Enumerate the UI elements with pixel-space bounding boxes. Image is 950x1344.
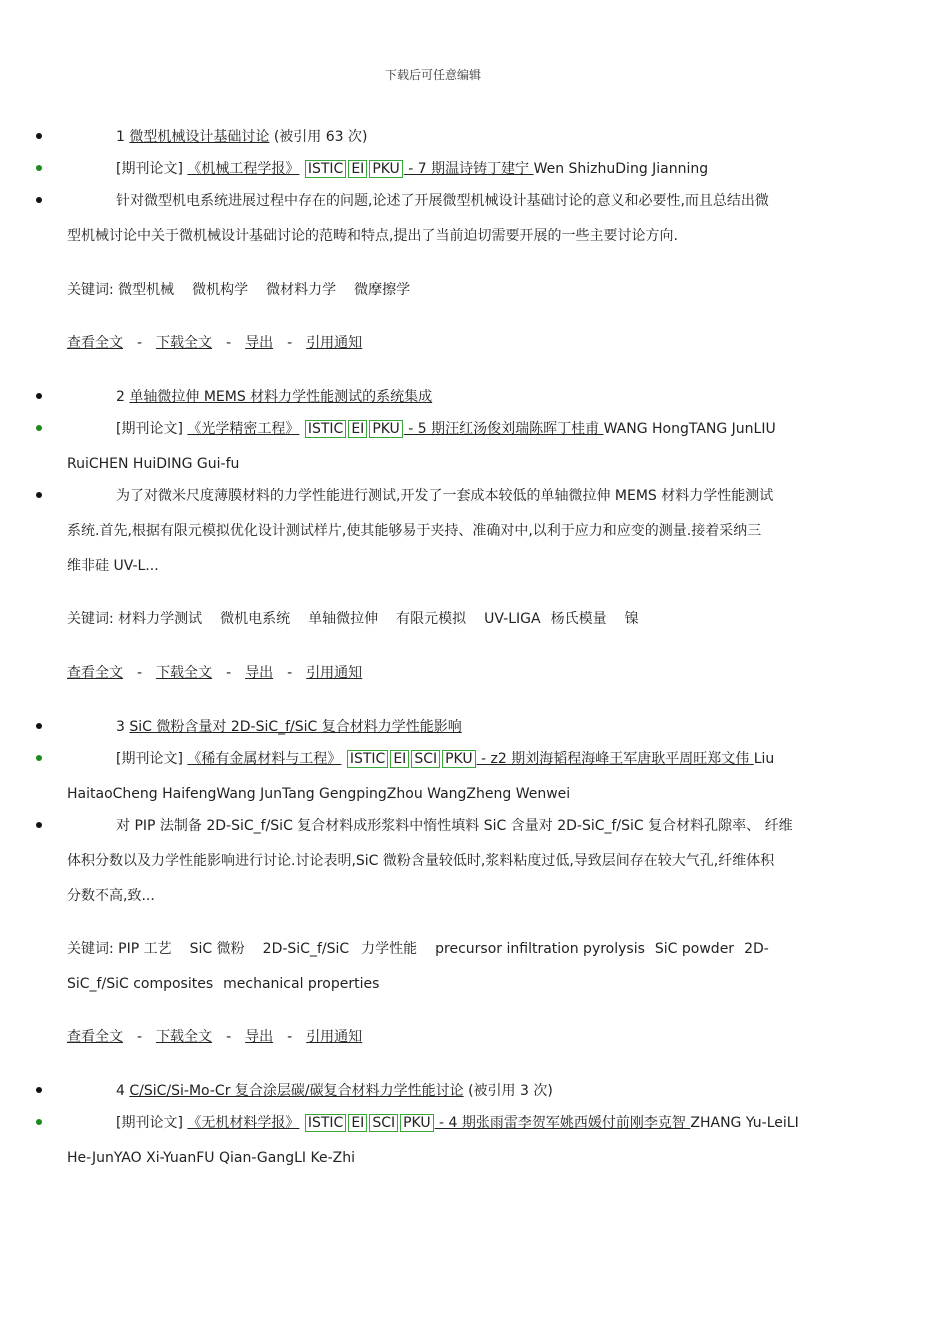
index-badge[interactable]: PKU (400, 1114, 434, 1132)
citation-alert-link[interactable]: 引用通知 (306, 1029, 363, 1045)
bullet (36, 755, 42, 761)
keyword: 关键词: 材料力学测试 (67, 611, 203, 627)
keywords-line (67, 939, 787, 959)
keywords-line (67, 280, 428, 300)
separator: - (137, 335, 143, 351)
export-link[interactable]: 导出 (245, 335, 274, 351)
authors-en: WANG HongTANG JunLIU (603, 421, 776, 437)
issue-authors-link[interactable]: - 5 期汪红汤俊刘瑞陈晖丁桂甫 (403, 421, 604, 437)
abstract-line: 型机械讨论中关于微机械设计基础讨论的范畴和特点,提出了当前迫切需要开展的一些主要讨论方向. (67, 228, 678, 244)
index-badge[interactable]: ISTIC (305, 1114, 346, 1132)
keyword[interactable]: 有限元模拟 (396, 611, 467, 627)
index-badge[interactable]: SCI (369, 1114, 398, 1132)
entry-title-link[interactable]: 单轴微拉伸 MEMS 材料力学性能测试的系统集成 (129, 389, 433, 405)
abstract-line: 系统.首先,根据有限元模拟优化设计测试样片,使其能够易于夹持、准确对中,以利于应力和应变的测量.接着采纳三 (67, 523, 762, 539)
citation-alert-link[interactable]: 引用通知 (306, 335, 363, 351)
authors-en-continued: HaitaoCheng HaifengWang JunTang GengpingZhou WangZheng Wenwei (67, 786, 571, 802)
keyword[interactable]: 杨氏模量 (550, 611, 607, 627)
abstract-line: 对 PIP 法制备 2D-SiC_f/SiC 复合材料成形浆料中惰性填料 SiC 含量对 2D-SiC_f/SiC 复合材料孔隙率、 纤维 (116, 818, 793, 834)
keyword[interactable]: 微摩擦学 (354, 282, 411, 298)
entry-title-link[interactable]: C/SiC/Si-Mo-Cr 复合涂层碳/碳复合材料力学性能讨论 (129, 1083, 464, 1099)
action-links (67, 663, 362, 683)
keyword[interactable]: 2D-SiC_f/SiC (262, 941, 350, 957)
download-fulltext-link[interactable]: 下载全文 (156, 1029, 213, 1045)
bullet (36, 133, 42, 139)
separator: - (287, 665, 293, 681)
view-fulltext-link[interactable]: 查看全文 (67, 335, 123, 351)
keyword: 关键词: 微型机械 (67, 282, 175, 298)
keyword[interactable]: 微机构学 (192, 282, 249, 298)
download-fulltext-link[interactable]: 下载全文 (156, 335, 213, 351)
citation-count: (被引用 63 次) (273, 129, 368, 145)
bullet (36, 1087, 42, 1093)
citation-alert-link[interactable]: 引用通知 (306, 665, 363, 681)
separator: - (226, 665, 232, 681)
keyword[interactable]: 力学性能 (361, 941, 418, 957)
abstract-line: 维非硅 UV-L... (67, 558, 159, 574)
keyword[interactable]: SiC powder (654, 941, 735, 957)
separator: - (137, 665, 143, 681)
keyword[interactable]: SiC_f/SiC composites (67, 976, 214, 992)
separator: - (137, 1029, 143, 1045)
journal-link[interactable]: 《稀有金属材料与工程》 (187, 751, 342, 767)
abstract-line: 为了对微米尺度薄膜材料的力学性能进行测试,开发了一套成本较低的单轴微拉伸 MEMS 材料力学性能测试 (116, 488, 774, 504)
bullet (36, 197, 42, 203)
index-badge[interactable]: EI (390, 750, 409, 768)
paper-type: [期刊论文] (116, 161, 183, 177)
authors-en: ZHANG Yu-LeiLI (690, 1115, 799, 1131)
bullet (36, 1119, 42, 1125)
keywords-line (67, 609, 657, 629)
citation-count: (被引用 3 次) (468, 1083, 553, 1099)
view-fulltext-link[interactable]: 查看全文 (67, 1029, 123, 1045)
issue-authors-link[interactable]: - 7 期温诗铸丁建宁 (403, 161, 534, 177)
export-link[interactable]: 导出 (245, 1029, 274, 1045)
index-badge[interactable]: ISTIC (305, 420, 346, 438)
bullet (36, 723, 42, 729)
authors-en: Wen ShizhuDing Jianning (533, 161, 709, 177)
keywords-line-continued (67, 974, 397, 994)
index-badge[interactable]: ISTIC (347, 750, 388, 768)
keyword[interactable]: precursor infiltration pyrolysis (435, 941, 645, 957)
entry-number: 3 (116, 719, 125, 735)
entry-title-line (116, 127, 367, 147)
authors-en-continued: RuiCHEN HuiDING Gui-fu (67, 456, 240, 472)
entry-meta-line (116, 159, 708, 179)
issue-authors-link[interactable]: - z2 期刘海韬程海峰王军唐耿平周旺郑文伟 (476, 751, 754, 767)
index-badge[interactable]: EI (348, 1114, 367, 1132)
entry-title-link[interactable]: SiC 微粉含量对 2D-SiC_f/SiC 复合材料力学性能影响 (129, 719, 462, 735)
paper-type: [期刊论文] (116, 751, 183, 767)
keyword[interactable]: 镍 (624, 611, 639, 627)
entry-title-line (116, 1081, 553, 1101)
index-badge[interactable]: SCI (411, 750, 440, 768)
download-fulltext-link[interactable]: 下载全文 (156, 665, 213, 681)
action-links (67, 1027, 362, 1047)
bullet (36, 393, 42, 399)
entry-title-link[interactable]: 微型机械设计基础讨论 (129, 129, 270, 145)
entry-number: 1 (116, 129, 125, 145)
bullet (36, 492, 42, 498)
paper-type: [期刊论文] (116, 1115, 183, 1131)
keyword[interactable]: mechanical properties (223, 976, 380, 992)
entry-title-line (116, 387, 432, 407)
journal-link[interactable]: 《光学精密工程》 (187, 421, 300, 437)
keyword[interactable]: UV-LIGA (484, 611, 541, 627)
entry-number: 4 (116, 1083, 125, 1099)
index-badge[interactable]: PKU (442, 750, 476, 768)
page-header: 下载后可任意编辑 (384, 68, 481, 82)
index-badge[interactable]: PKU (369, 160, 403, 178)
bullet (36, 165, 42, 171)
separator: - (287, 335, 293, 351)
index-badge[interactable]: ISTIC (305, 160, 346, 178)
view-fulltext-link[interactable]: 查看全文 (67, 665, 123, 681)
action-links (67, 333, 362, 353)
authors-en-continued: He-JunYAO Xi-YuanFU Qian-GangLI Ke-Zhi (67, 1150, 355, 1166)
separator: - (287, 1029, 293, 1045)
separator: - (226, 335, 232, 351)
index-badge[interactable]: EI (348, 420, 367, 438)
entry-number: 2 (116, 389, 125, 405)
keyword[interactable]: 单轴微拉伸 (308, 611, 379, 627)
bullet (36, 822, 42, 828)
entry-meta-line (116, 419, 776, 439)
keyword[interactable]: SiC 微粉 (189, 941, 245, 957)
index-badge[interactable]: PKU (369, 420, 403, 438)
abstract-line: 分数不高,致... (67, 888, 155, 904)
abstract-line: 针对微型机电系统进展过程中存在的问题,论述了开展微型机械设计基础讨论的意义和必要性,而且总结出微 (116, 193, 769, 209)
journal-link[interactable]: 《机械工程学报》 (187, 161, 300, 177)
keyword[interactable]: 2D- (744, 941, 769, 957)
bullet (36, 425, 42, 431)
issue-authors-link[interactable]: - 4 期张雨雷李贺军姚西媛付前刚李克智 (434, 1115, 691, 1131)
entry-meta-line (116, 1113, 799, 1133)
separator: - (226, 1029, 232, 1045)
entry-title-line (116, 717, 462, 737)
keyword: 关键词: PIP 工艺 (67, 941, 172, 957)
index-badge[interactable]: EI (348, 160, 367, 178)
entry-meta-line (116, 749, 774, 769)
keyword[interactable]: 微材料力学 (266, 282, 337, 298)
authors-en: Liu (753, 751, 775, 767)
abstract-line: 体积分数以及力学性能影响进行讨论.讨论表明,SiC 微粉含量较低时,浆料粘度过低,导致层间存在较大气孔,纤维体积 (67, 853, 775, 869)
paper-type: [期刊论文] (116, 421, 183, 437)
journal-link[interactable]: 《无机材料学报》 (187, 1115, 300, 1131)
keyword[interactable]: 微机电系统 (220, 611, 291, 627)
export-link[interactable]: 导出 (245, 665, 274, 681)
